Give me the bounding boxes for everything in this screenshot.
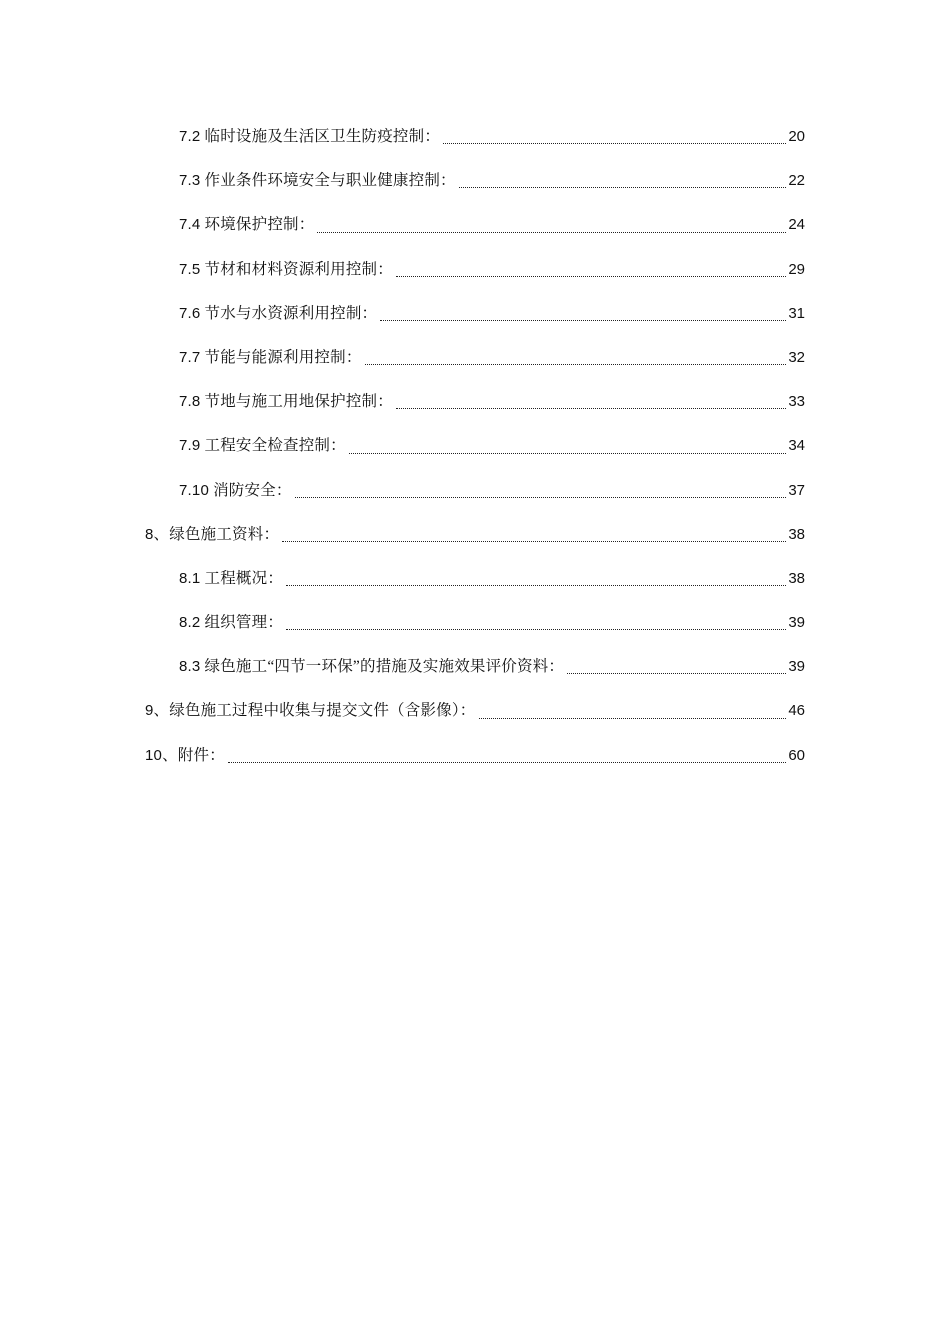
toc-page-number: 22 xyxy=(788,172,805,190)
toc-entry-label xyxy=(179,347,362,369)
toc-entry-label xyxy=(179,259,393,281)
toc-entry-title: 工程概况： xyxy=(204,569,284,587)
toc-page-number: 39 xyxy=(788,614,805,632)
toc-entry-title: 、绿色施工过程中收集与提交文件（含影像）： xyxy=(153,702,476,720)
toc-page-number: 24 xyxy=(788,216,805,234)
toc-entry-label xyxy=(179,214,314,236)
toc-dot-leader xyxy=(567,672,786,674)
toc-page-number: 38 xyxy=(788,525,805,543)
toc-entry-title: 、绿色施工资料： xyxy=(153,525,280,543)
toc-entry-number: 7.2 xyxy=(179,128,201,145)
toc-dot-leader xyxy=(228,761,786,763)
toc-dot-leader xyxy=(286,584,786,586)
toc-dot-leader xyxy=(396,407,786,409)
toc-page-number: 20 xyxy=(788,128,805,145)
toc-entry-number: 7.10 xyxy=(179,481,209,499)
toc-entry-number: 7.9 xyxy=(179,437,201,455)
toc-entry-number: 7.8 xyxy=(179,393,201,411)
toc-page-number: 29 xyxy=(788,260,805,278)
toc-page-number: 60 xyxy=(788,746,805,764)
toc-dot-leader xyxy=(317,231,786,233)
toc-entry-9[interactable] xyxy=(0,700,950,744)
toc-entry-8[interactable] xyxy=(0,524,950,568)
toc-page-number: 31 xyxy=(788,304,805,322)
toc-entry-title: 工程安全检查控制： xyxy=(204,437,346,455)
toc-entry-7-9[interactable] xyxy=(0,435,950,479)
toc-page-number: 46 xyxy=(788,702,805,720)
toc-entry-title: 临时设施及生活区卫生防疫控制： xyxy=(204,128,441,145)
toc-dot-leader xyxy=(286,628,786,630)
toc-entry-label xyxy=(179,568,283,590)
toc-entry-number: 7.4 xyxy=(179,216,201,234)
toc-page-number: 33 xyxy=(788,393,805,411)
toc-entry-label xyxy=(179,480,292,502)
toc-entry-7-5[interactable] xyxy=(0,259,950,303)
toc-entry-7-7[interactable] xyxy=(0,347,950,391)
toc-entry-7-3[interactable] xyxy=(0,170,950,214)
toc-entry-title: 节材和材料资源利用控制： xyxy=(204,260,393,278)
toc-entry-label xyxy=(179,435,346,457)
toc-entry-label xyxy=(145,745,225,767)
toc-dot-leader xyxy=(349,452,786,454)
toc-dot-leader xyxy=(282,540,786,542)
toc-entry-number: 7.3 xyxy=(179,172,201,190)
toc-entry-title: 节地与施工用地保护控制： xyxy=(204,393,393,411)
table-of-contents xyxy=(0,126,950,789)
toc-entry-8-3[interactable] xyxy=(0,656,950,700)
toc-page-number: 37 xyxy=(788,481,805,499)
toc-dot-leader xyxy=(479,717,787,719)
toc-entry-number: 8.2 xyxy=(179,614,201,632)
toc-entry-8-1[interactable] xyxy=(0,568,950,612)
toc-dot-leader xyxy=(396,275,786,277)
toc-entry-label xyxy=(179,126,440,148)
toc-dot-leader xyxy=(295,496,787,498)
toc-entry-title: 作业条件环境安全与职业健康控制： xyxy=(204,172,456,190)
toc-entry-number: 7.6 xyxy=(179,304,201,322)
toc-dot-leader xyxy=(459,186,787,188)
toc-entry-title: 节水与水资源利用控制： xyxy=(204,304,378,322)
toc-entry-label xyxy=(145,524,279,546)
toc-entry-title: 、附件： xyxy=(162,746,225,764)
toc-entry-title: 绿色施工“四节一环保”的措施及实施效果评价资料： xyxy=(204,658,565,676)
toc-entry-7-2[interactable] xyxy=(0,126,950,170)
toc-page-number: 38 xyxy=(788,569,805,587)
toc-entry-7-8[interactable] xyxy=(0,391,950,435)
toc-entry-number: 10 xyxy=(145,746,163,764)
toc-entry-title: 环境保护控制： xyxy=(204,216,315,234)
toc-entry-title: 节能与能源利用控制： xyxy=(204,348,362,366)
toc-entry-label xyxy=(179,391,393,413)
toc-page-number: 34 xyxy=(788,437,805,455)
toc-entry-number: 8.1 xyxy=(179,569,201,587)
toc-entry-10[interactable] xyxy=(0,745,950,789)
toc-page-number: 32 xyxy=(788,348,805,366)
toc-entry-label xyxy=(179,170,456,192)
toc-entry-8-2[interactable] xyxy=(0,612,950,656)
toc-entry-number: 8.3 xyxy=(179,658,201,676)
toc-dot-leader xyxy=(380,319,786,321)
toc-page-number: 39 xyxy=(788,658,805,676)
toc-dot-leader xyxy=(443,142,786,144)
toc-entry-title: 消防安全： xyxy=(213,481,292,499)
toc-entry-label xyxy=(145,700,476,722)
toc-dot-leader xyxy=(365,363,787,365)
toc-entry-number: 9 xyxy=(145,702,154,720)
toc-entry-title: 组织管理： xyxy=(204,614,284,632)
toc-entry-number: 7.7 xyxy=(179,348,201,366)
toc-entry-7-6[interactable] xyxy=(0,303,950,347)
toc-entry-7-4[interactable] xyxy=(0,214,950,258)
toc-entry-label xyxy=(179,303,377,325)
toc-entry-number: 8 xyxy=(145,525,154,543)
toc-entry-label xyxy=(179,656,564,678)
toc-entry-label xyxy=(179,612,283,634)
toc-entry-number: 7.5 xyxy=(179,260,201,278)
toc-entry-7-10[interactable] xyxy=(0,480,950,524)
